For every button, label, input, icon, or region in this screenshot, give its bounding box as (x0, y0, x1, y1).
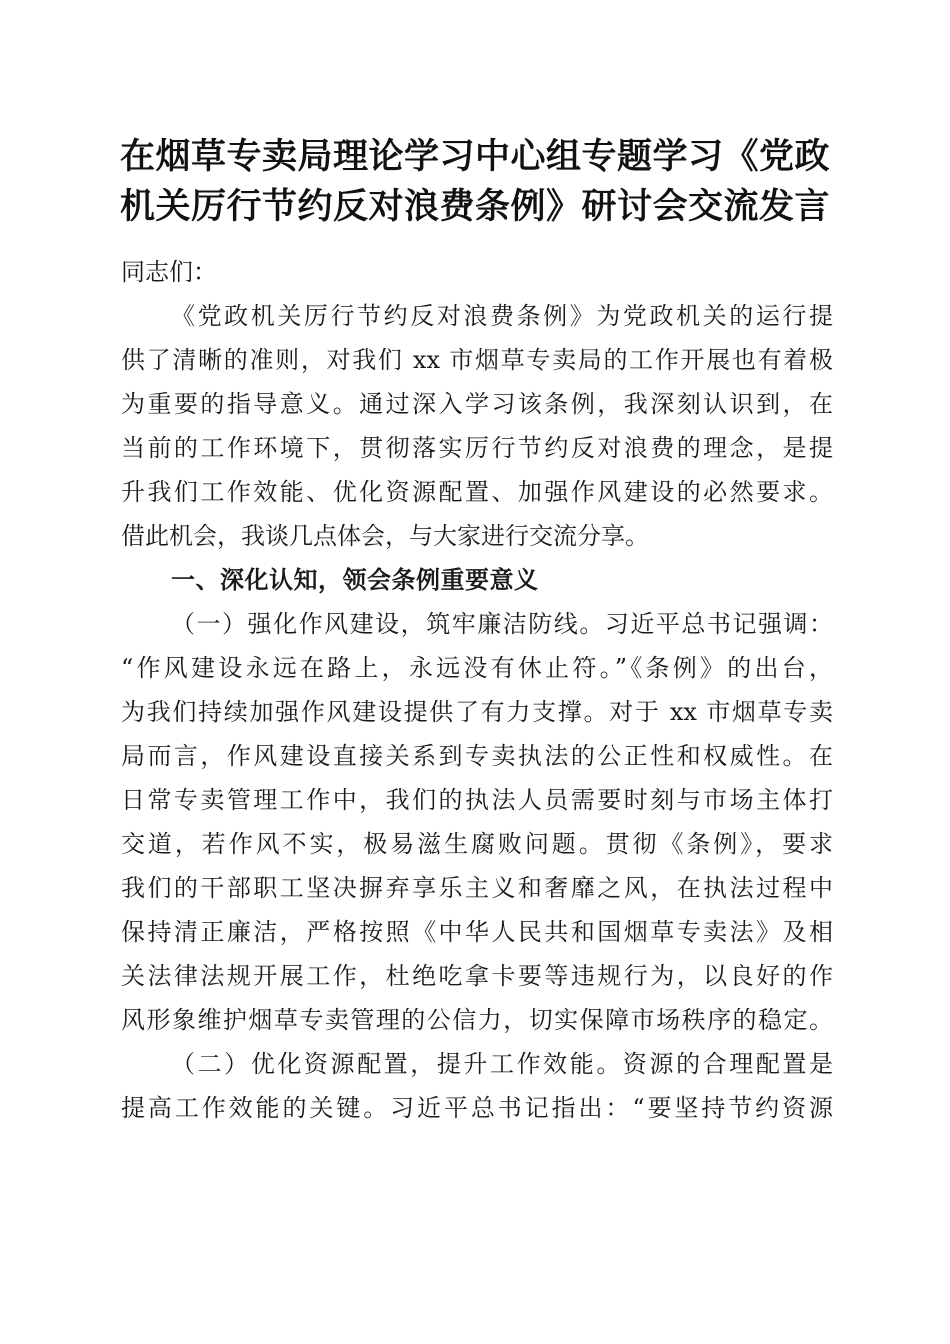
paragraph-line: 《党政机关厉行节约反对浪费条例》为党政机关的运行提 (171, 302, 833, 330)
paragraph-line: 日常专卖管理工作中，我们的执法人员需要时刻与市场主体打 (121, 786, 833, 814)
paragraph-line: 为重要的指导意义。通过深入学习该条例，我深刻认识到，在 (121, 390, 833, 418)
paragraph-line: 为我们持续加强作风建设提供了有力支撑。对于 xx 市烟草专卖 (121, 698, 833, 726)
title-line-1: 在烟草专卖局理论学习中心组专题学习《党政 (119, 136, 830, 177)
paragraph-line: 借此机会，我谈几点体会，与大家进行交流分享。 (121, 522, 649, 550)
section-heading: 一、深化认知，领会条例重要意义 (171, 565, 539, 594)
paragraph-line: （二）优化资源配置，提升工作效能。资源的合理配置是 (171, 1050, 833, 1078)
title-line-2: 机关厉行节约反对浪费条例》研讨会交流发言 (119, 186, 830, 227)
paragraph-line: 交道，若作风不实，极易滋生腐败问题。贯彻《条例》，要求 (121, 830, 833, 858)
salutation: 同志们： (121, 258, 217, 286)
paragraph-line: 风形象维护烟草专卖管理的公信力，切实保障市场秩序的稳定。 (121, 1006, 833, 1034)
paragraph-line: “作风建设永远在路上，永远没有休止符。”《条例》的出台， (121, 654, 833, 682)
paragraph-line: 局而言，作风建设直接关系到专卖执法的公正性和权威性。在 (121, 742, 833, 770)
paragraph-line: （一）强化作风建设，筑牢廉洁防线。习近平总书记强调： (171, 610, 833, 638)
paragraph-line: 提高工作效能的关键。习近平总书记指出：“要坚持节约资源 (121, 1094, 833, 1122)
paragraph-line: 升我们工作效能、优化资源配置、加强作风建设的必然要求。 (121, 478, 833, 506)
paragraph-line: 保持清正廉洁，严格按照《中华人民共和国烟草专卖法》及相 (121, 918, 833, 946)
paragraph-line: 供了清晰的准则，对我们 xx 市烟草专卖局的工作开展也有着极 (121, 346, 833, 374)
paragraph-line: 当前的工作环境下，贯彻落实厉行节约反对浪费的理念，是提 (121, 434, 833, 462)
paragraph-line: 我们的干部职工坚决摒弃享乐主义和奢靡之风，在执法过程中 (121, 874, 833, 902)
document-title (110, 132, 840, 232)
paragraph-line: 关法律法规开展工作，杜绝吃拿卡要等违规行为，以良好的作 (121, 962, 833, 990)
document-body (121, 250, 833, 1130)
